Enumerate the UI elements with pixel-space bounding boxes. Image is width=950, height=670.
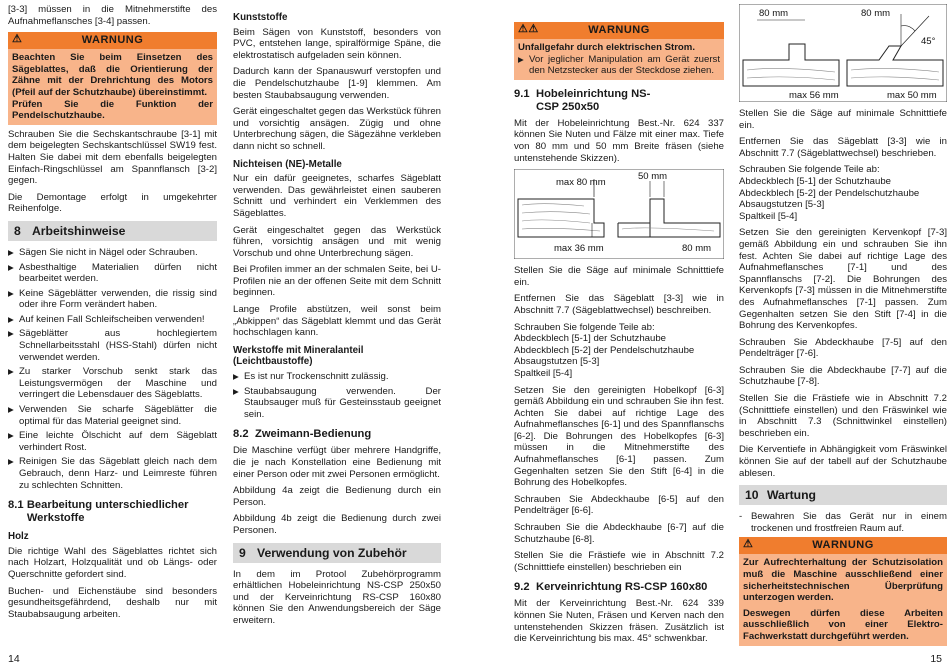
kerving-sketch <box>739 4 947 102</box>
paragraph: Setzen Sie den gereinigten Kervenkopf [7-3] gemäß Abbildung ein und schrauben Sie ihn fest. Achten Sie dabei auf richtige Lage des Aufnahmeflansches [7-1] und des Spannflanschs [7-2]. Die Bohrungen des Kervenkopfs [7-3] müssen in die Mitnehmerstifte des Aufnahmeflansches [7-1] passen. Zum Gegenhalten setzen Sie den Stift [7-4] in die Bohrung des Kervenkopfes. <box>739 227 947 332</box>
dash-list <box>739 511 947 534</box>
paragraph: Gerät eingeschaltet gegen das Werkstück führen und vorsichtig ansägen. Zügig und ohne Unterbrechung sägen, die Sägezähne verkleben dann nicht so schnell. <box>233 106 441 152</box>
page-number-right: 15 <box>930 653 942 666</box>
paragraph: Die richtige Wahl des Sägeblattes richtet sich nach Holzart, Holzqualität und ob Längs- oder Querschnitte gefordert sind. <box>8 545 217 580</box>
warning-text: ▶ Vor jeglicher Manipulation am Gerät zuerst den Netzstecker aus der Steckdose ziehen. <box>518 53 720 77</box>
paragraph: In dem im Protool Zubehörprogramm erhältlichen Hobeleinrichtung NS-CSP 250x50 und der Kerveinrichtung RS-CSP 160x80 können Sie den Anwendungsbereich der Säge erweitern. <box>233 568 441 626</box>
dim-label: 45° <box>921 36 936 47</box>
paragraph: Die Kerventiefe in Abhängigkeit vom Fräswinkel können Sie auf der tabell auf der Schutzhaube ablesen. <box>739 444 947 479</box>
paragraph: Mit der Hobeleinrichtung Best.-Nr. 624 337 können Sie Nuten und Fälze mit einer max. Tiefe von 80 mm und 50 mm Breite fräsen (siehe untenstehende Skizzen). <box>514 117 724 164</box>
bullet-list <box>233 371 441 420</box>
warning-text: Prüfen Sie die Funktion der Pendelschutzhaube. <box>12 98 213 122</box>
list-item: ▶ Staubabsaugung verwenden. Der Staubsauger muß für Gesteinsstaub geeignet sein. <box>233 386 441 421</box>
section-heading-8-2: 8.2 Zweimann-Bedienung <box>233 428 372 441</box>
list-item: Schrauben Sie folgende Teile ab: <box>514 321 655 333</box>
dim-label: max 56 mm <box>789 90 839 101</box>
paragraph: Schrauben Sie Abdeckhaube [6-5] auf den Pendelträger [6-6]. <box>514 493 724 517</box>
warning-triangle-icon: ⚠⚠ <box>518 23 539 35</box>
list-item: - Bewahren Sie das Gerät nur in einem trockenen und frostfreien Raum auf. <box>739 511 947 534</box>
list-item: ▶ Keine Sägeblätter verwenden, die rissig sind oder ihre Form verändert haben. <box>8 288 217 311</box>
warning-triangle-icon: ⚠ <box>743 538 754 551</box>
paragraph: Bei Profilen immer an der schmalen Seite, bei U-Profilen nie an der offenen Seite mit dem Schnitt beginnen. <box>233 264 441 299</box>
subheading-kunststoffe: Kunststoffe <box>233 12 288 23</box>
list-item: ▶ Reinigen Sie das Sägeblatt gleich nach dem Gebrauch, denn Harz- und Leimreste führen zu schlechten Schnitten. <box>8 456 217 491</box>
list-item: Absaugstutzen [5-3] <box>514 356 600 368</box>
paragraph: Schrauben Sie die Abdeckhaube [7-7] auf die Schutzhaube [7-8]. <box>739 364 947 388</box>
section-heading-8-1: 8.1 Bearbeitung unterschiedlicher Werkstoffe <box>8 499 189 525</box>
paragraph: Beim Sägen von Kunststoff, besonders von PVC, entstehen lange, spiralförmige Späne, die elektrostatisch aufgeladen sein können. <box>233 26 441 61</box>
paragraph: Stellen Sie die Frästiefe wie in Abschnitt 7.2 (Schnitttiefe einstellen) und den Fräswinkel wie in Abschnitt 7.3 (Schnittwinkel einstellen) beschrieben ein. <box>739 393 947 439</box>
list-item: Schrauben Sie folgende Teile ab: <box>739 164 880 176</box>
list-item: ▶ Auf keinen Fall Schleifscheiben verwenden! <box>8 314 217 326</box>
list-item: ▶ Asbesthaltige Materialien dürfen nicht bearbeitet werden. <box>8 262 217 285</box>
section-heading-9-1: 9.1 Hobeleinrichtung NS-CSP 250x50 <box>514 87 651 113</box>
paragraph: Lange Profile abstützen, weil sonst beim „Abkippen“ das Sägeblatt klemmt und das Gerät hochschlagen kann. <box>233 304 441 339</box>
subheading-mineral: Werkstoffe mit Mineralanteil (Leichtbaustoffe) <box>233 344 364 368</box>
bullet-arrow-icon: ▶ <box>518 54 524 64</box>
warning-box <box>8 32 217 125</box>
section-heading-8: 8 Arbeitshinweise <box>8 221 217 241</box>
paragraph: Nur ein dafür geeignetes, scharfes Sägeblatt verwenden. Das gewährleistet einen sauberen Schnitt und verhindert ein Verklemmen des Sägeblattes. <box>233 173 441 219</box>
list-item: Absaugstutzen [5-3] <box>739 199 825 211</box>
warning-label: WARNUNG <box>812 539 874 552</box>
warning-label: WARNUNG <box>588 24 650 36</box>
intro-text: [3-3] müssen in die Mitnehmerstifte des Aufnahmeflansches [3-4] passen. <box>8 4 217 27</box>
section-heading-9: 9 Verwendung von Zubehör <box>233 543 441 563</box>
paragraph: Schrauben Sie die Abdeckhaube [6-7] auf die Schutzhaube [6-8]. <box>514 522 724 545</box>
paragraph: Schrauben Sie die Sechskantschraube [3-1] mit dem beigelegten Sechskantschlüssel SW19 fest. Halten Sie dabei mit dem ebenfalls beigelegten Einfach-Ringschlüssel am Spannflansch [3-2] gegen. <box>8 128 217 187</box>
section-heading-10: 10 Wartung <box>739 485 947 505</box>
list-item: ▶ Es ist nur Trockenschnitt zulässig. <box>233 371 441 383</box>
list-item: ▶ Eine leichte Ölschicht auf dem Sägeblatt verhindert Rost. <box>8 430 217 453</box>
warning-box <box>739 537 947 645</box>
list-item: ▶ Verwenden Sie scharfe Sägeblätter die optimal für das Material geeignet sind. <box>8 404 217 427</box>
bullet-list <box>8 247 217 491</box>
list-item: Spaltkeil [5-4] <box>739 210 798 222</box>
subheading-ne-metalle: Nichteisen (NE)-Metalle <box>233 158 342 170</box>
list-item: Abdeckblech [5-2] der Pendelschutzhaube <box>514 344 695 356</box>
board-rebate-shape <box>518 199 604 237</box>
list-item: ▶ Zu starker Vorschub senkt stark das Leistungsvermögen der Maschine und verringert die Lebensdauer des Sägeblatts. <box>8 366 217 401</box>
dim-label: 80 mm <box>861 8 891 19</box>
dim-label: max 36 mm <box>554 243 604 255</box>
list-item: Abdeckblech [5-1] der Schutzhaube <box>514 333 667 345</box>
left-column-2 <box>233 4 441 632</box>
warning-text: Deswegen dürfen diese Arbeiten ausschließlich von einer Elektro-Fachwerkstatt durchgeführt werden. <box>743 607 943 642</box>
warning-label: WARNUNG <box>81 34 144 47</box>
paragraph: Setzen Sie den gereinigten Hobelkopf [6-3] gemäß Abbildung ein und schrauben Sie ihn fest. Achten Sie dabei auf richtige Lage des Aufnahmeflansches [6-1] und des Spannflanschs [6-2]. Die Bohrungen des Hobelkopfes [6-3] müssen in die Mitnehmerstifte des Aufnahmeflansches [6-1] passen. Zum Gegenhalten setzen Sie den Stift [6-4] in die Bohrung des Hobelkopfes. <box>514 384 724 489</box>
paragraph: Gerät eingeschaltet gegen das Werkstück führen, vorsichtig ansägen und mit wenig Vorschub und ohne Unterbrechung sägen. <box>233 224 441 259</box>
warning-text: Zur Aufrechterhaltung der Schutzisolation muß die Maschine ausschließend einer sicherheitstechnischen Überprüfung unterzogen werden. <box>743 557 943 604</box>
paragraph: Buchen- und Eichenstäube sind besonders gesundheitsgefährdend, deshalb nur mit Staubabsaugung arbeiten. <box>8 585 217 620</box>
dim-label: 80 mm <box>759 8 789 19</box>
paragraph: Stellen Sie die Säge auf minimale Schnitttiefe ein. <box>739 108 947 131</box>
warning-box <box>514 22 724 80</box>
paragraph: Dadurch kann der Spanauswurf verstopfen und die Pendelschutzhaube [1-9] klemmen. Am besten Staubabsaugung verwenden. <box>233 66 441 101</box>
paragraph: Entfernen Sie das Sägeblatt [3-3] wie in Abschnitt 7.7 (Sägeblattwechsel) beschrieben. <box>739 136 947 159</box>
right-column-1 <box>514 22 724 650</box>
right-column-2 <box>739 4 947 650</box>
paragraph: Abbildung 4a zeigt die Bedienung durch ein Person. <box>233 485 441 508</box>
list-item: ▶ Sägen Sie nicht in Nägel oder Schrauben. <box>8 247 217 259</box>
planing-sketch <box>514 169 724 259</box>
warning-title: Unfallgefahr durch elektrischen Strom. <box>518 42 695 53</box>
page-number-left: 14 <box>8 653 20 666</box>
paragraph: Schrauben Sie Abdeckhaube [7-5] auf den Pendelträger [7-6]. <box>739 336 947 360</box>
list-item: Abdeckblech [5-2] der Pendelschutzhaube <box>739 187 920 199</box>
list-item: Spaltkeil [5-4] <box>514 367 573 379</box>
warning-triangle-icon: ⚠ <box>12 33 23 46</box>
parts-list <box>514 322 724 380</box>
paragraph: Abbildung 4b zeigt die Bedienung durch zwei Personen. <box>233 513 441 536</box>
subheading-holz: Holz <box>8 531 29 543</box>
dim-label: 50 mm <box>638 171 668 183</box>
list-item: ▶ Sägeblätter aus hochlegiertem Schnellarbeitsstahl (HSS-Stahl) dürfen nicht verwendet werden. <box>8 328 217 363</box>
paragraph: Die Demontage erfolgt in umgekehrter Reihenfolge. <box>8 191 217 215</box>
dim-label: max 80 mm <box>556 177 606 189</box>
paragraph: Die Maschine verfügt über mehrere Handgriffe, die je nach Konstellation eine Bedienung mit einer Person oder mit zwei Personen ermöglicht. <box>233 445 441 480</box>
paragraph: Stellen Sie die Frästiefe wie in Abschnitt 7.2 (Schnitttiefe einstellen) beschrieben ein <box>514 550 724 573</box>
warning-text: Beachten Sie beim Einsetzen des Sägeblattes, daß die Orientierung der Zähne mit der Drehrichtung des Motors (Pfeil auf der Schutzhaube) übereinstimmt. <box>12 52 213 98</box>
parts-list <box>739 164 947 222</box>
paragraph: Mit der Kerveinrichtung Best.-Nr. 624 339 können Sie Nuten, Fräsen und Kerven nach den untenstehenden Skizzen fräsen. Zusätzlich ist die Kerveinrichtung bis max. 45° schwenkbar. <box>514 598 724 645</box>
section-heading-9-2: 9.2 Kerveinrichtung RS-CSP 160x80 <box>514 581 708 594</box>
paragraph: Entfernen Sie das Sägeblatt [3-3] wie in Abschnitt 7.7 (Sägeblattwechsel) beschreiben. <box>514 293 724 316</box>
paragraph: Stellen Sie die Säge auf minimale Schnitttiefe ein. <box>514 265 724 288</box>
left-column-1 <box>8 4 217 625</box>
dim-label: 80 mm <box>682 243 712 255</box>
list-item: Abdeckblech [5-1] der Schutzhaube <box>739 175 892 187</box>
dim-label: max 50 mm <box>887 90 937 101</box>
